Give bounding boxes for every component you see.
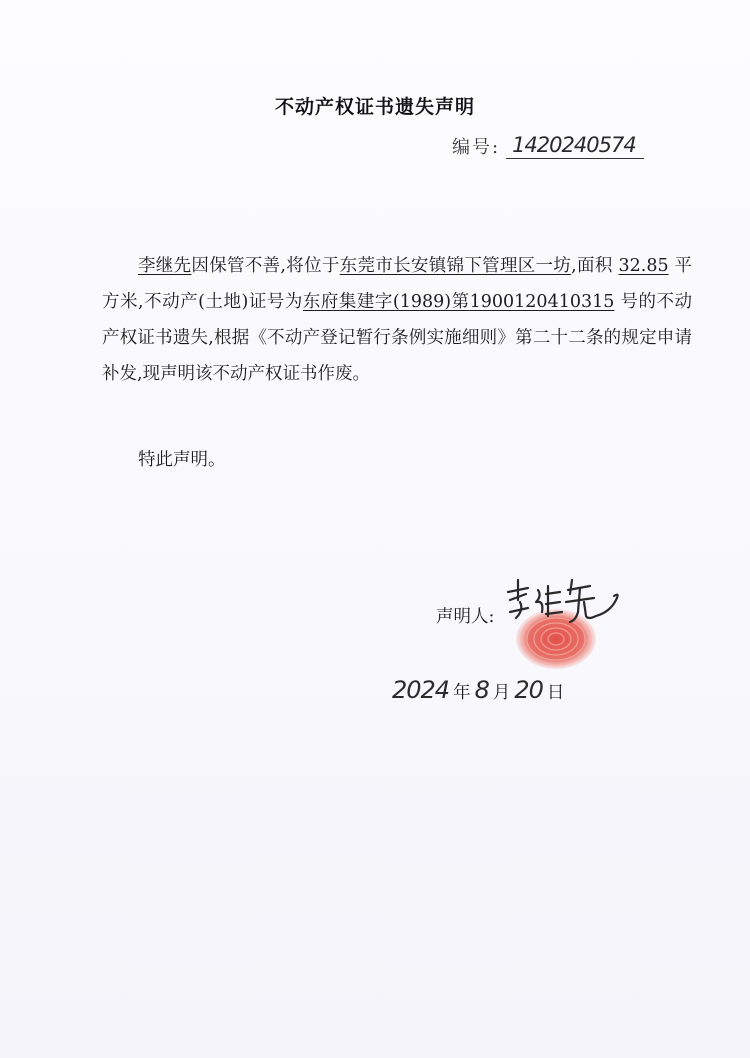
- serial-value-handwritten: 1420240574: [506, 132, 644, 159]
- certificate-number-prefix: 东府集建字(1989)第: [302, 292, 470, 312]
- date-month: 8: [474, 676, 489, 704]
- declaration-paragraph: [102, 248, 692, 392]
- property-area: 32.85: [618, 256, 669, 276]
- certificate-number: 1900120410315: [469, 292, 615, 312]
- declaration-body: [102, 248, 692, 392]
- text-segment: 因保管不善,将位于: [191, 256, 340, 276]
- document-title: 不动产权证书遗失声明: [274, 96, 475, 118]
- text-segment: 号的不动产权证书遗失,根据《不动产登记暂行条例实施细则》第二十二条的规定申请补发,现声明该不动产权证书作废。: [102, 292, 692, 384]
- text-segment: 平方米,不动产(土地)证号为: [102, 256, 693, 312]
- date-day-unit: 日: [546, 683, 565, 703]
- signature-label: 声明人:: [436, 607, 495, 627]
- owner-name: 李继先: [138, 256, 192, 276]
- date-year: 2024: [392, 676, 450, 704]
- closing-statement: 特此声明。: [138, 450, 226, 470]
- signing-date: [392, 676, 564, 704]
- serial-number: [452, 132, 644, 159]
- handwritten-signature: [498, 572, 628, 632]
- text-segment: ,面积: [571, 256, 613, 276]
- date-day: 20: [514, 676, 543, 704]
- date-year-unit: 年: [453, 683, 471, 703]
- date-month-unit: 月: [492, 683, 511, 703]
- serial-label: 编号:: [452, 137, 501, 158]
- property-location: 东莞市长安镇锦下管理区一坊: [339, 256, 572, 276]
